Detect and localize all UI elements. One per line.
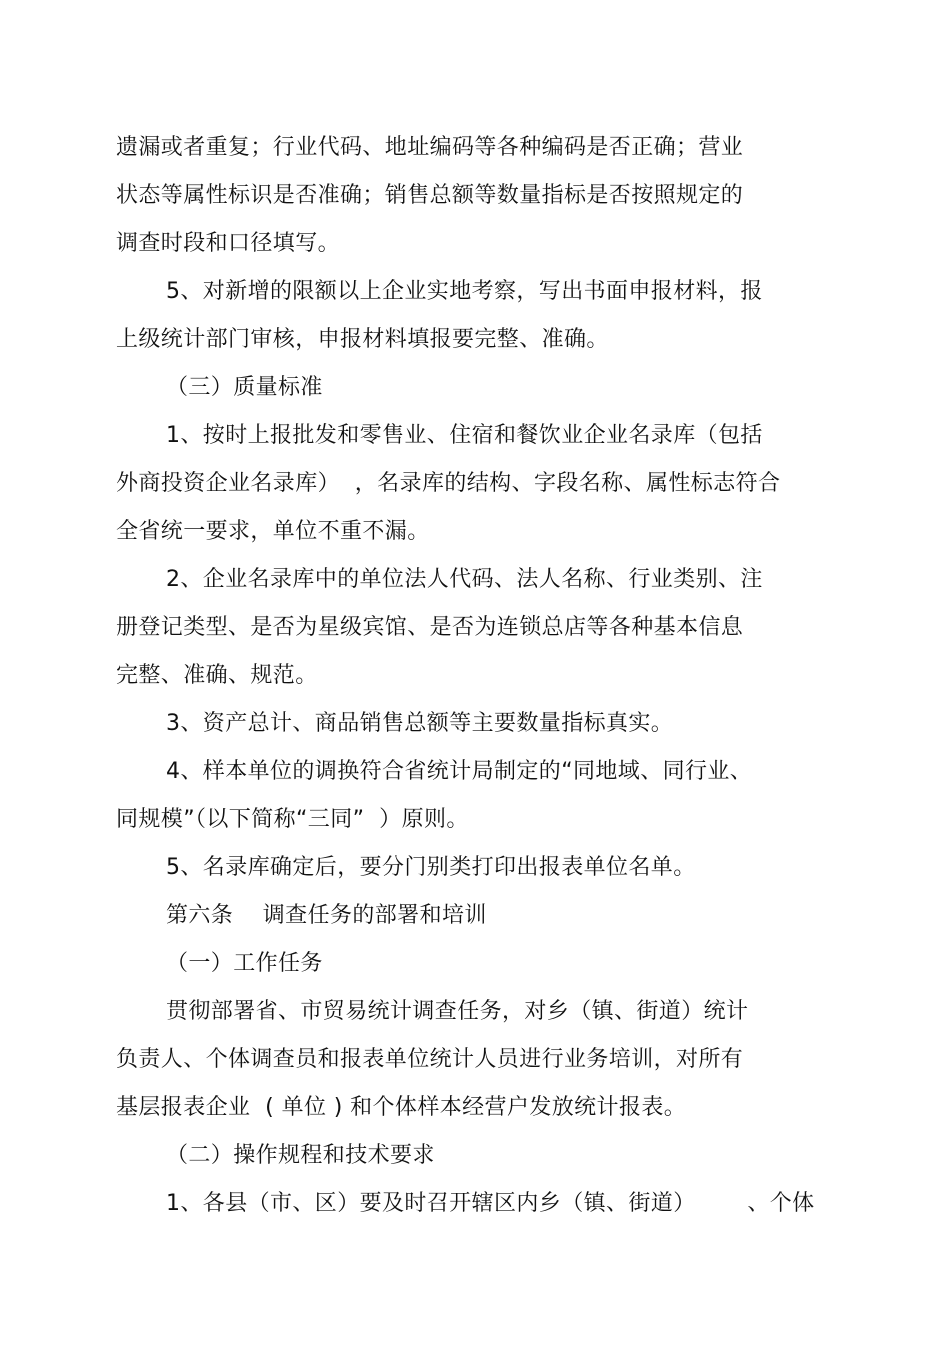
text-line: 5、对新增的限额以上企业实地考察，写出书面申报材料，报 <box>166 279 763 304</box>
text-line: 上级统计部门审核，申报材料填报要完整、准确。 <box>116 327 609 352</box>
text-line: 负责人、个体调查员和报表单位统计人员进行业务培训，对所有 <box>116 1047 744 1072</box>
section-heading: （三）质量标准 <box>166 375 323 400</box>
article-heading: 第六条 调查任务的部署和培训 <box>166 903 487 928</box>
text-line: 遗漏或者重复；行业代码、地址编码等各种编码是否正确；营业 <box>116 135 744 160</box>
text-line: 外商投资企业名录库） ，名录库的结构、字段名称、属性标志符合 <box>116 471 781 496</box>
text-line: 3、资产总计、商品销售总额等主要数量指标真实。 <box>166 711 674 736</box>
text-line: 册登记类型、是否为星级宾馆、是否为连锁总店等各种基本信息 <box>116 615 744 640</box>
text-line: 状态等属性标识是否准确；销售总额等数量指标是否按照规定的 <box>116 183 744 208</box>
text-line: 调查时段和口径填写。 <box>116 231 341 256</box>
text-line: 1、按时上报批发和零售业、住宿和餐饮业企业名录库（包括 <box>166 423 763 448</box>
text-line: 贯彻部署省、市贸易统计调查任务，对乡（镇、街道）统计 <box>166 999 749 1024</box>
text-line: 同规模”（以下简称“三同” ）原则。 <box>116 807 469 832</box>
text-line: 基层报表企业 ( 单位 ) 和个体样本经营户发放统计报表。 <box>116 1095 687 1120</box>
section-heading: （二）操作规程和技术要求 <box>166 1143 435 1168</box>
text-line: 5、名录库确定后，要分门别类打印出报表单位名单。 <box>166 855 696 880</box>
text-line: 全省统一要求，单位不重不漏。 <box>116 519 430 544</box>
text-line: 完整、准确、规范。 <box>116 663 318 688</box>
text-line: 2、企业名录库中的单位法人代码、法人名称、行业类别、注 <box>166 567 763 592</box>
section-heading: （一）工作任务 <box>166 951 323 976</box>
text-line: 4、样本单位的调换符合省统计局制定的“同地域、同行业、 <box>166 759 753 784</box>
text-line: 1、各县（市、区）要及时召开辖区内乡（镇、街道） 、个体 <box>166 1191 815 1216</box>
